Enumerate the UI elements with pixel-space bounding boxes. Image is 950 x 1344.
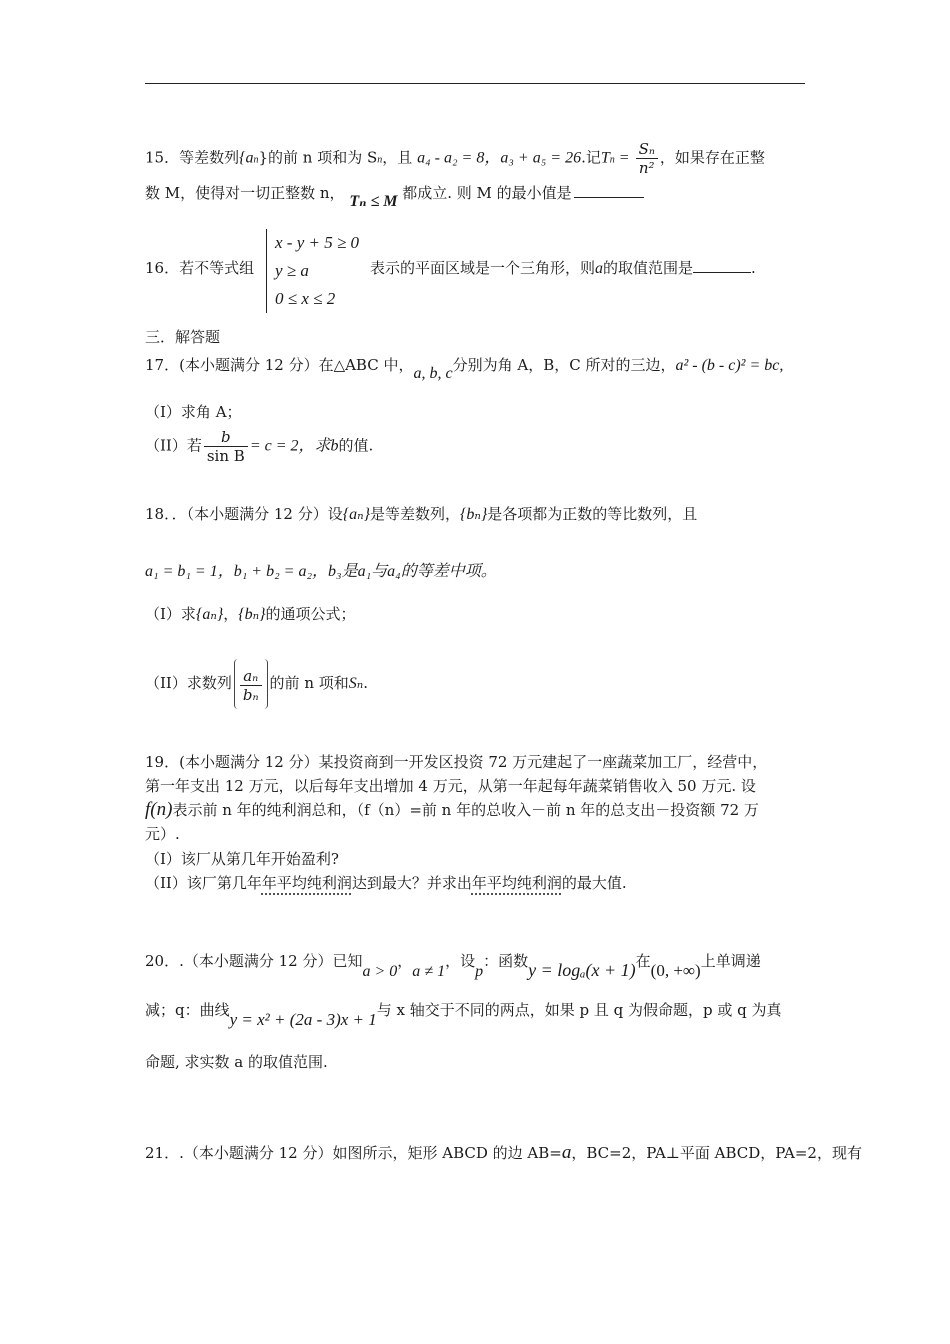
- q18-p1-an: {aₙ}: [195, 606, 224, 623]
- q18-p2-end: .: [363, 674, 369, 692]
- q19-line2: 第一年支出 12 万元，以后每年支出增加 4 万元，从第一年起每年蔬菜销售收入 50 万元. 设: [145, 777, 756, 795]
- q16-ineq-2: y ≥ a: [275, 261, 309, 280]
- q19-p2-emph2: 年平均纯利润: [471, 874, 562, 892]
- q17-fraction: [204, 428, 248, 465]
- q16-lead: [145, 258, 254, 278]
- q18-part2: [145, 658, 368, 709]
- q18-an: {aₙ}: [342, 506, 370, 523]
- q18-p2-text-b: 的前 n 项和: [269, 674, 349, 692]
- q20-line1: [145, 950, 761, 980]
- q15-frac-den: n²: [638, 159, 655, 177]
- q18-p1-sep: ，: [223, 605, 239, 623]
- q20-text-c: ：函数: [483, 952, 529, 970]
- q18-p2-text: （II）求数列: [145, 674, 232, 692]
- q15-condition: Tₙ ≤ M: [349, 193, 398, 210]
- q20-curve: y = x² + (2a - 3)x + 1: [229, 1010, 377, 1029]
- q19-fn: f(n): [145, 799, 173, 820]
- section-heading: 三．解答题: [145, 328, 221, 346]
- q20-text-2a: 减；q：曲线: [145, 1001, 230, 1019]
- q17-p2-text: （II）若: [145, 436, 202, 455]
- q20-sep: ，: [397, 952, 413, 970]
- q21-line1: [145, 1143, 862, 1163]
- q16-var: a: [595, 260, 604, 277]
- q16-answer-blank[interactable]: [693, 258, 751, 273]
- q15-line1: 15．等差数列{an}的前 n 项和为 Sn，且 a₄ - a₂ = 8，a₃ + a₅ = 26.记Tn = $\frac{\text{Sₙ}}{\text{n²}}$ ，如果存在正整: [145, 140, 765, 177]
- q15-text: 15．等差数列: [145, 148, 240, 167]
- q20-line3: 命题, 求实数 a 的取值范围.: [145, 1053, 328, 1071]
- q21-var: a: [561, 1142, 572, 1163]
- q19-p2-emph1: 年平均纯利润: [261, 874, 352, 892]
- q20-cond1: a > 0: [362, 963, 398, 980]
- q16-ineq-3: 0 ≤ x ≤ 2: [275, 289, 336, 308]
- q18-p1-text-b: 的通项公式；: [265, 605, 356, 623]
- q20-text-d: 在: [635, 952, 651, 970]
- q18-line1: [145, 504, 697, 525]
- q19-p2-text-c: 的最大值.: [561, 874, 627, 892]
- q19-line4: 元）.: [145, 825, 180, 843]
- q20-text-a: 20．.（本小题满分 12 分）已知: [145, 952, 363, 970]
- q18-text-b: 是等差数列，: [370, 505, 461, 523]
- q15-text-d: .记: [581, 148, 601, 167]
- q18-conditions: a₁ = b₁ = 1，b₁ + b₂ = a₂，b₃是a₁与a₄的等差中项。: [145, 563, 497, 580]
- q19-part2: [145, 873, 627, 893]
- q18-sequence-brace: [234, 659, 268, 709]
- q18-text-a: 18．．（本小题满分 12 分）设: [145, 505, 343, 523]
- q16-lead-text: 16．若不等式组: [145, 259, 255, 277]
- q18-text-c: 是各项都为正数的等比数列，且: [487, 505, 698, 523]
- q18-part1: [145, 604, 356, 625]
- q17-part1: （I）求角 A；: [145, 403, 242, 421]
- q15-eqsign: =: [614, 149, 634, 167]
- q20-interval: (0, +∞): [650, 961, 701, 980]
- q18-line2: [145, 561, 497, 582]
- q16-ineq-1: x - y + 5 ≥ 0: [275, 233, 360, 252]
- q16-tail-text2: 的取值范围是: [603, 259, 694, 277]
- q17-abc: a, b, c: [413, 365, 453, 382]
- q17-p2-var: b: [330, 437, 339, 455]
- q18-p1-text: （I）求: [145, 605, 196, 623]
- q16-tail-text: 表示的平面区域是一个三角形，则: [370, 259, 596, 277]
- q19-p2-text-b: 达到最大？并求出: [351, 874, 472, 892]
- q17-part2: [145, 428, 373, 465]
- q15-text-e: ，如果存在正整: [659, 148, 765, 167]
- q20-text-e: 上单调递: [700, 952, 761, 970]
- q15-line2: [145, 183, 644, 210]
- q19-line1: 19．(本小题满分 12 分）某投资商到一开发区投资 72 万元建起了一座蔬菜加工厂，经营中，: [145, 753, 768, 771]
- q20-function: y = logₐ(x + 1): [528, 960, 636, 980]
- q17-frac-den: sin B: [206, 447, 245, 465]
- q20-text-b: ，设: [445, 952, 476, 970]
- q17-equation: a² - (b - c)² = bc,: [675, 357, 784, 374]
- q18-p1-bn: {bₙ}: [238, 606, 266, 623]
- q16-tail: [370, 258, 756, 279]
- q15-text-2b: 都成立. 则 M 的最小值是: [402, 184, 572, 202]
- q20-text-2b: 与 x 轴交于不同的两点，如果 p 且 q 为假命题，p 或 q 为真: [376, 1001, 782, 1019]
- q20-line2: [145, 1000, 782, 1029]
- q15-text-b: }的前 n 项和为 S: [258, 148, 378, 167]
- q15-fraction: [636, 140, 658, 177]
- q17-p2-end: 的值.: [338, 436, 374, 455]
- q19-p2-text-a: （II）该厂第几年: [145, 874, 262, 892]
- q17-line1: [145, 355, 784, 382]
- q18-frac-den: bₙ: [242, 685, 259, 704]
- q17-text: 17．(本小题满分 12 分）在△ABC 中，: [145, 356, 414, 374]
- q15-seq: {a: [239, 149, 254, 167]
- q17-p2-eq: = c = 2，求: [249, 437, 331, 455]
- q15-tn: T: [600, 149, 610, 167]
- q16-inequality-system: [266, 229, 359, 313]
- q18-frac-num: aₙ: [240, 667, 262, 686]
- q19-line3-text: 表示前 n 年的纯利润总和，（f（n）=前 n 年的总收入－前 n 年的总支出－投资额 72 万: [172, 801, 759, 819]
- q16-end: .: [751, 259, 756, 277]
- q15-text-2a: 数 M，使得对一切正整数 n，: [145, 184, 345, 202]
- q21-text-b: ，BC=2，PA⊥平面 ABCD，PA=2，现有: [571, 1144, 862, 1162]
- q15-text-c: ，且: [382, 148, 413, 167]
- q18-bn: {bₙ}: [460, 506, 488, 523]
- q19-line3: [145, 800, 759, 820]
- header-rule: [145, 83, 805, 84]
- q17-frac-num: b: [204, 428, 248, 447]
- q20-cond2: a ≠ 1: [412, 963, 446, 980]
- q21-text-a: 21．.（本小题满分 12 分）如图所示，矩形 ABCD 的边 AB=: [145, 1144, 562, 1162]
- q20-p: p: [475, 963, 484, 980]
- q15-frac-num: Sₙ: [636, 140, 658, 159]
- q15-equation: a₄ - a₂ = 8，a₃ + a₅ = 26: [417, 149, 582, 167]
- q18-sn: Sₙ: [348, 675, 364, 692]
- q19-part1: （I）该厂从第几年开始盈利?: [145, 850, 339, 868]
- q17-text-b: 分别为角 A，B，C 所对的三边，: [452, 356, 676, 374]
- q15-answer-blank[interactable]: [574, 183, 644, 198]
